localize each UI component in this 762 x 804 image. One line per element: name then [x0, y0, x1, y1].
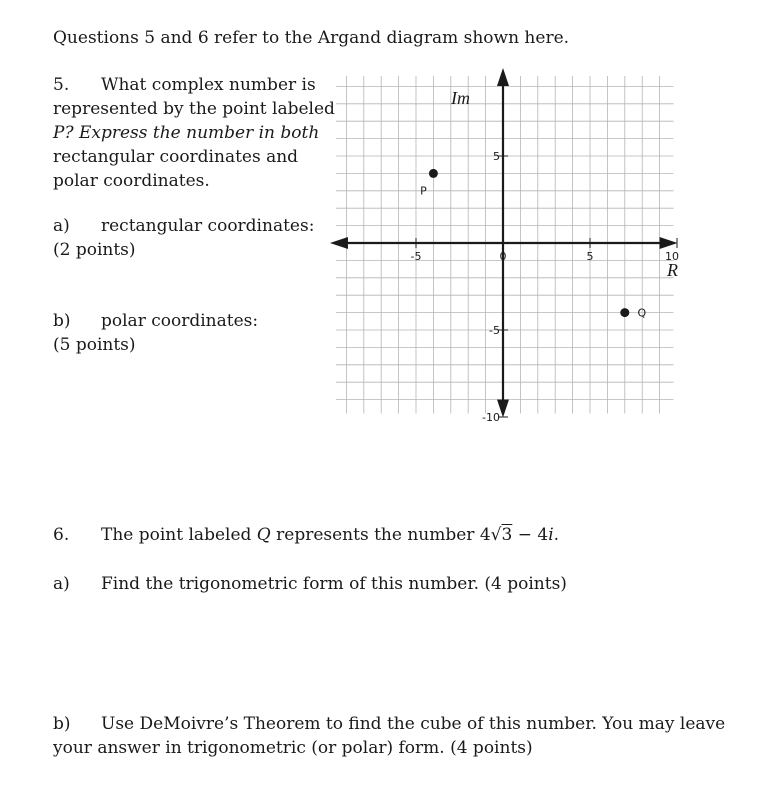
x-tick-label: 0 [499, 250, 507, 263]
question-5 [53, 73, 335, 193]
question-5b [53, 309, 258, 357]
real-axis-arrow-right [660, 237, 678, 249]
imaginary-axis-arrow-up [497, 68, 509, 86]
question-5-line-5: polar coordinates. [53, 171, 210, 191]
question-5a-points: (2 points) [53, 240, 136, 260]
point-p-label: P [420, 184, 427, 198]
x-tick-label: 10 [665, 250, 679, 263]
number-expr-post: − 4 [512, 525, 549, 545]
intro-text: Questions 5 and 6 refer to the Argand diagram shown here. [53, 28, 570, 48]
question-5-line-2: represented by the point labeled [53, 99, 335, 119]
question-5-line-4: rectangular coordinates and [53, 147, 299, 167]
diagram-points [420, 169, 646, 320]
question-6a-text: Find the trigonometric form of this number. (4 points) [101, 574, 567, 594]
real-axis-arrow-left [330, 237, 348, 249]
point-q-label: Q [637, 306, 647, 320]
number-expr-i: i [548, 525, 554, 545]
question-5a [53, 214, 314, 262]
y-tick-label: -10 [482, 411, 500, 424]
y-tick-label: -5 [489, 324, 500, 337]
argand-diagram [325, 65, 685, 435]
question-5a-label: a) [53, 216, 70, 236]
question-6b-line-1: Use DeMoivre’s Theorem to find the cube of this number. You may leave [101, 714, 726, 734]
x-tick-label: 5 [586, 250, 594, 263]
question-6-text-a: The point labeled [101, 525, 257, 545]
question-6-text-b: represents the number [270, 525, 480, 545]
point-p [429, 169, 438, 178]
question-6a-label: a) [53, 574, 70, 594]
point-q [620, 308, 629, 317]
point-q-ref: Q [256, 525, 271, 545]
question-5b-label: b) [53, 311, 71, 331]
point-p-ref: P? Express the number in both [53, 123, 320, 143]
question-6b-label: b) [53, 714, 71, 734]
question-6b [53, 712, 726, 760]
question-6a [53, 572, 567, 596]
number-expression [480, 525, 554, 545]
question-6b-line-2: your answer in trigonometric (or polar) form. (4 points) [53, 738, 533, 758]
question-6 [53, 523, 559, 547]
question-5b-points: (5 points) [53, 335, 136, 355]
real-axis-label: R [667, 260, 678, 280]
y-tick-label: 5 [493, 150, 500, 163]
question-5-line-1: What complex number is [101, 75, 316, 95]
question-5-number: 5. [53, 75, 70, 95]
x-tick-label: -5 [410, 250, 422, 263]
imaginary-axis-label: Im [451, 87, 470, 108]
question-6-number: 6. [53, 525, 70, 545]
question-6-text-end: . [553, 525, 560, 545]
number-expr-pre: 4√ [479, 525, 502, 545]
number-expr-radicand: 3 [501, 525, 513, 545]
question-5a-text: rectangular coordinates: [101, 216, 315, 236]
diagram-grid [336, 76, 674, 414]
question-5b-text: polar coordinates: [101, 311, 259, 331]
question-5-line-3 [53, 121, 323, 145]
